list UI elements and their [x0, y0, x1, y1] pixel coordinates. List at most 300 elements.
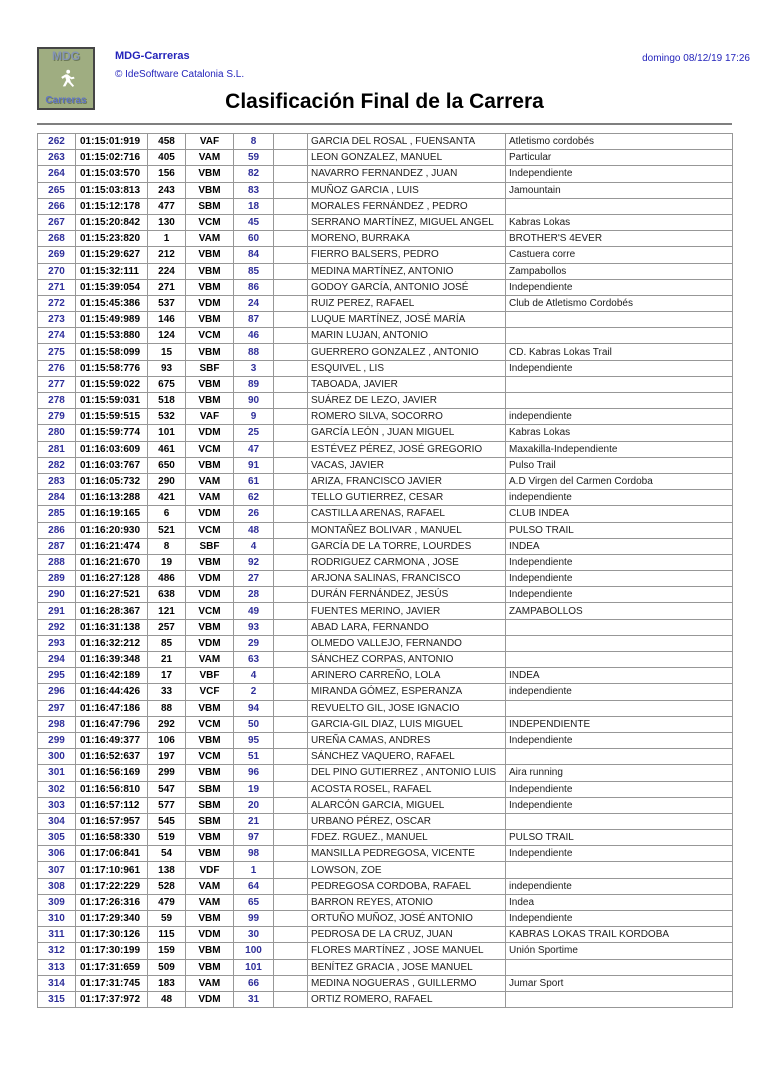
table-row: [38, 571, 733, 587]
gap-cell: [274, 214, 308, 230]
gap-cell: [274, 538, 308, 554]
gap-cell: [274, 490, 308, 506]
position-cell: 307: [38, 862, 76, 878]
category-position-cell: 46: [234, 328, 274, 344]
category-cell: VDM: [186, 506, 234, 522]
club-cell: Unión Sportime: [506, 943, 733, 959]
category-position-cell: 49: [234, 603, 274, 619]
brand-block: [115, 50, 244, 81]
runner-name-cell: PEDREGOSA CORDOBA, RAFAEL: [308, 878, 506, 894]
bib-cell: 521: [148, 522, 186, 538]
club-cell: [506, 635, 733, 651]
runner-name-cell: GARCÍA DE LA TORRE, LOURDES: [308, 538, 506, 554]
table-row: [38, 490, 733, 506]
bib-cell: 48: [148, 991, 186, 1007]
table-row: [38, 247, 733, 263]
position-cell: 309: [38, 894, 76, 910]
category-cell: VDM: [186, 295, 234, 311]
category-cell: VCM: [186, 749, 234, 765]
table-row: [38, 214, 733, 230]
gap-cell: [274, 668, 308, 684]
table-row: [38, 134, 733, 150]
time-cell: 01:15:59:515: [76, 409, 148, 425]
position-cell: 269: [38, 247, 76, 263]
time-cell: 01:15:59:031: [76, 393, 148, 409]
position-cell: 300: [38, 749, 76, 765]
gap-cell: [274, 911, 308, 927]
position-cell: 303: [38, 797, 76, 813]
table-row: [38, 506, 733, 522]
club-cell: Independiente: [506, 279, 733, 295]
runner-name-cell: ARIZA, FRANCISCO JAVIER: [308, 473, 506, 489]
runner-name-cell: URBANO PÉREZ, OSCAR: [308, 813, 506, 829]
table-row: [38, 393, 733, 409]
table-row: [38, 554, 733, 570]
category-cell: VBM: [186, 700, 234, 716]
bib-cell: 124: [148, 328, 186, 344]
table-row: [38, 991, 733, 1007]
gap-cell: [274, 846, 308, 862]
category-cell: SBM: [186, 781, 234, 797]
time-cell: 01:17:31:745: [76, 975, 148, 991]
club-cell: Independiente: [506, 781, 733, 797]
bib-cell: 6: [148, 506, 186, 522]
category-cell: VAM: [186, 652, 234, 668]
time-cell: 01:16:44:426: [76, 684, 148, 700]
table-row: [38, 312, 733, 328]
bib-cell: 271: [148, 279, 186, 295]
runner-name-cell: CASTILLA ARENAS, RAFAEL: [308, 506, 506, 522]
category-position-cell: 86: [234, 279, 274, 295]
time-cell: 01:15:20:842: [76, 214, 148, 230]
category-position-cell: 87: [234, 312, 274, 328]
runner-name-cell: VACAS, JAVIER: [308, 457, 506, 473]
table-row: [38, 344, 733, 360]
bib-cell: 292: [148, 716, 186, 732]
category-cell: VAF: [186, 409, 234, 425]
time-cell: 01:16:47:186: [76, 700, 148, 716]
time-cell: 01:16:05:732: [76, 473, 148, 489]
time-cell: 01:16:28:367: [76, 603, 148, 619]
runner-icon: [51, 67, 81, 91]
table-row: [38, 668, 733, 684]
category-position-cell: 31: [234, 991, 274, 1007]
time-cell: 01:16:21:474: [76, 538, 148, 554]
bib-cell: 15: [148, 344, 186, 360]
report-datetime: domingo 08/12/19 17:26: [642, 53, 750, 64]
gap-cell: [274, 878, 308, 894]
time-cell: 01:15:12:178: [76, 198, 148, 214]
time-cell: 01:17:30:126: [76, 927, 148, 943]
club-cell: Jamountain: [506, 182, 733, 198]
club-cell: Independiente: [506, 166, 733, 182]
position-cell: 268: [38, 231, 76, 247]
category-cell: VDM: [186, 571, 234, 587]
position-cell: 271: [38, 279, 76, 295]
gap-cell: [274, 279, 308, 295]
bib-cell: 121: [148, 603, 186, 619]
category-position-cell: 8: [234, 134, 274, 150]
category-cell: VDM: [186, 635, 234, 651]
bib-cell: 479: [148, 894, 186, 910]
runner-name-cell: ESTÉVEZ PÉREZ, JOSÉ GREGORIO: [308, 441, 506, 457]
table-row: [38, 781, 733, 797]
table-row: [38, 975, 733, 991]
runner-name-cell: GUERRERO GONZALEZ , ANTONIO: [308, 344, 506, 360]
bib-cell: 138: [148, 862, 186, 878]
category-position-cell: 64: [234, 878, 274, 894]
gap-cell: [274, 473, 308, 489]
gap-cell: [274, 554, 308, 570]
gap-cell: [274, 393, 308, 409]
table-row: [38, 927, 733, 943]
club-cell: Kabras Lokas: [506, 214, 733, 230]
gap-cell: [274, 603, 308, 619]
club-cell: Kabras Lokas: [506, 425, 733, 441]
bib-cell: 577: [148, 797, 186, 813]
category-cell: VBM: [186, 247, 234, 263]
club-cell: Independiente: [506, 571, 733, 587]
category-cell: VAF: [186, 134, 234, 150]
position-cell: 296: [38, 684, 76, 700]
position-cell: 285: [38, 506, 76, 522]
club-cell: [506, 991, 733, 1007]
gap-cell: [274, 943, 308, 959]
copyright-text: © IdeSoftware Catalonia S.L.: [115, 69, 245, 80]
category-position-cell: 90: [234, 393, 274, 409]
runner-name-cell: MORALES FERNÁNDEZ , PEDRO: [308, 198, 506, 214]
category-position-cell: 24: [234, 295, 274, 311]
time-cell: 01:17:22:229: [76, 878, 148, 894]
gap-cell: [274, 716, 308, 732]
runner-name-cell: FLORES MARTÍNEZ , JOSE MANUEL: [308, 943, 506, 959]
category-cell: VBM: [186, 911, 234, 927]
table-row: [38, 425, 733, 441]
time-cell: 01:17:31:659: [76, 959, 148, 975]
time-cell: 01:17:29:340: [76, 911, 148, 927]
runner-name-cell: ESQUIVEL , LIS: [308, 360, 506, 376]
club-cell: [506, 862, 733, 878]
time-cell: 01:17:30:199: [76, 943, 148, 959]
gap-cell: [274, 619, 308, 635]
club-cell: INDEPENDIENTE: [506, 716, 733, 732]
position-cell: 313: [38, 959, 76, 975]
club-cell: Particular: [506, 150, 733, 166]
bib-cell: 8: [148, 538, 186, 554]
runner-name-cell: TELLO GUTIERREZ, CESAR: [308, 490, 506, 506]
runner-name-cell: LUQUE MARTÍNEZ, JOSÉ MARÍA: [308, 312, 506, 328]
club-cell: Castuera corre: [506, 247, 733, 263]
table-row: [38, 749, 733, 765]
runner-name-cell: MUÑOZ GARCIA , LUIS: [308, 182, 506, 198]
category-cell: SBM: [186, 797, 234, 813]
club-cell: INDEA: [506, 668, 733, 684]
position-cell: 312: [38, 943, 76, 959]
position-cell: 314: [38, 975, 76, 991]
position-cell: 277: [38, 376, 76, 392]
club-cell: [506, 749, 733, 765]
category-position-cell: 61: [234, 473, 274, 489]
category-position-cell: 85: [234, 263, 274, 279]
time-cell: 01:16:58:330: [76, 830, 148, 846]
table-row: [38, 376, 733, 392]
table-row: [38, 457, 733, 473]
runner-name-cell: OLMEDO VALLEJO, FERNANDO: [308, 635, 506, 651]
category-position-cell: 97: [234, 830, 274, 846]
club-cell: INDEA: [506, 538, 733, 554]
category-cell: VAM: [186, 490, 234, 506]
table-row: [38, 732, 733, 748]
category-position-cell: 27: [234, 571, 274, 587]
category-position-cell: 4: [234, 668, 274, 684]
time-cell: 01:16:47:796: [76, 716, 148, 732]
runner-name-cell: SÁNCHEZ CORPAS, ANTONIO: [308, 652, 506, 668]
club-cell: A.D Virgen del Carmen Cordoba: [506, 473, 733, 489]
table-row: [38, 360, 733, 376]
category-position-cell: 94: [234, 700, 274, 716]
time-cell: 01:15:29:627: [76, 247, 148, 263]
category-position-cell: 18: [234, 198, 274, 214]
category-cell: VDM: [186, 587, 234, 603]
position-cell: 305: [38, 830, 76, 846]
bib-cell: 421: [148, 490, 186, 506]
gap-cell: [274, 862, 308, 878]
position-cell: 299: [38, 732, 76, 748]
position-cell: 275: [38, 344, 76, 360]
club-cell: [506, 619, 733, 635]
club-cell: Pulso Trail: [506, 457, 733, 473]
time-cell: 01:15:59:774: [76, 425, 148, 441]
time-cell: 01:16:32:212: [76, 635, 148, 651]
category-cell: VCM: [186, 328, 234, 344]
runner-name-cell: ORTUÑO MUÑOZ, JOSÉ ANTONIO: [308, 911, 506, 927]
table-row: [38, 587, 733, 603]
runner-name-cell: SERRANO MARTÍNEZ, MIGUEL ANGEL: [308, 214, 506, 230]
logo-text-top: MDG: [52, 49, 80, 63]
bib-cell: 290: [148, 473, 186, 489]
club-cell: [506, 198, 733, 214]
category-position-cell: 96: [234, 765, 274, 781]
position-cell: 265: [38, 182, 76, 198]
category-position-cell: 62: [234, 490, 274, 506]
bib-cell: 486: [148, 571, 186, 587]
bib-cell: 197: [148, 749, 186, 765]
position-cell: 272: [38, 295, 76, 311]
time-cell: 01:16:03:609: [76, 441, 148, 457]
table-row: [38, 231, 733, 247]
time-cell: 01:15:49:989: [76, 312, 148, 328]
bib-cell: 545: [148, 813, 186, 829]
club-cell: Maxakilla-Independiente: [506, 441, 733, 457]
table-row: [38, 652, 733, 668]
category-position-cell: 45: [234, 214, 274, 230]
position-cell: 264: [38, 166, 76, 182]
position-cell: 302: [38, 781, 76, 797]
bib-cell: 19: [148, 554, 186, 570]
runner-name-cell: DEL PINO GUTIERREZ , ANTONIO LUIS: [308, 765, 506, 781]
category-cell: VCM: [186, 214, 234, 230]
bib-cell: 519: [148, 830, 186, 846]
position-cell: 294: [38, 652, 76, 668]
time-cell: 01:15:23:820: [76, 231, 148, 247]
runner-name-cell: GARCIA-GIL DIAZ, LUIS MIGUEL: [308, 716, 506, 732]
category-cell: SBM: [186, 813, 234, 829]
time-cell: 01:16:19:165: [76, 506, 148, 522]
position-cell: 306: [38, 846, 76, 862]
position-cell: 263: [38, 150, 76, 166]
gap-cell: [274, 749, 308, 765]
gap-cell: [274, 652, 308, 668]
bib-cell: 458: [148, 134, 186, 150]
gap-cell: [274, 813, 308, 829]
bib-cell: 528: [148, 878, 186, 894]
runner-name-cell: GARCIA DEL ROSAL , FUENSANTA: [308, 134, 506, 150]
position-cell: 310: [38, 911, 76, 927]
table-row: [38, 846, 733, 862]
gap-cell: [274, 506, 308, 522]
club-cell: [506, 652, 733, 668]
runner-name-cell: BENÍTEZ GRACIA , JOSE MANUEL: [308, 959, 506, 975]
table-row: [38, 603, 733, 619]
club-cell: Zampabollos: [506, 263, 733, 279]
table-row: [38, 797, 733, 813]
category-position-cell: 99: [234, 911, 274, 927]
gap-cell: [274, 635, 308, 651]
club-cell: Indea: [506, 894, 733, 910]
runner-name-cell: LOWSON, ZOE: [308, 862, 506, 878]
time-cell: 01:16:31:138: [76, 619, 148, 635]
runner-name-cell: MARIN LUJAN, ANTONIO: [308, 328, 506, 344]
runner-name-cell: TABOADA, JAVIER: [308, 376, 506, 392]
table-row: [38, 182, 733, 198]
gap-cell: [274, 975, 308, 991]
category-position-cell: 84: [234, 247, 274, 263]
time-cell: 01:16:56:169: [76, 765, 148, 781]
bib-cell: 257: [148, 619, 186, 635]
category-cell: VBM: [186, 943, 234, 959]
bib-cell: 675: [148, 376, 186, 392]
category-position-cell: 28: [234, 587, 274, 603]
position-cell: 284: [38, 490, 76, 506]
bib-cell: 17: [148, 668, 186, 684]
category-cell: VBM: [186, 376, 234, 392]
category-position-cell: 29: [234, 635, 274, 651]
club-cell: independiente: [506, 878, 733, 894]
time-cell: 01:16:56:810: [76, 781, 148, 797]
gap-cell: [274, 959, 308, 975]
title-rule: [37, 123, 732, 125]
time-cell: 01:15:32:111: [76, 263, 148, 279]
category-cell: VBM: [186, 765, 234, 781]
club-cell: [506, 813, 733, 829]
time-cell: 01:16:20:930: [76, 522, 148, 538]
gap-cell: [274, 894, 308, 910]
bib-cell: 532: [148, 409, 186, 425]
time-cell: 01:15:59:022: [76, 376, 148, 392]
category-position-cell: 50: [234, 716, 274, 732]
position-cell: 283: [38, 473, 76, 489]
category-cell: VBM: [186, 166, 234, 182]
time-cell: 01:16:39:348: [76, 652, 148, 668]
table-row: [38, 765, 733, 781]
table-row: [38, 295, 733, 311]
position-cell: 270: [38, 263, 76, 279]
category-position-cell: 63: [234, 652, 274, 668]
category-cell: VDF: [186, 862, 234, 878]
category-position-cell: 51: [234, 749, 274, 765]
table-row: [38, 894, 733, 910]
category-position-cell: 20: [234, 797, 274, 813]
time-cell: 01:17:26:316: [76, 894, 148, 910]
position-cell: 280: [38, 425, 76, 441]
gap-cell: [274, 991, 308, 1007]
runner-name-cell: REVUELTO GIL, JOSE IGNACIO: [308, 700, 506, 716]
bib-cell: 461: [148, 441, 186, 457]
club-cell: Club de Atletismo Cordobés: [506, 295, 733, 311]
category-cell: VAM: [186, 975, 234, 991]
category-cell: VBM: [186, 393, 234, 409]
gap-cell: [274, 425, 308, 441]
position-cell: 297: [38, 700, 76, 716]
club-cell: PULSO TRAIL: [506, 830, 733, 846]
gap-cell: [274, 295, 308, 311]
bib-cell: 93: [148, 360, 186, 376]
category-position-cell: 98: [234, 846, 274, 862]
table-row: [38, 700, 733, 716]
bib-cell: 159: [148, 943, 186, 959]
time-cell: 01:15:39:054: [76, 279, 148, 295]
time-cell: 01:15:58:099: [76, 344, 148, 360]
time-cell: 01:16:27:521: [76, 587, 148, 603]
category-position-cell: 93: [234, 619, 274, 635]
position-cell: 276: [38, 360, 76, 376]
runner-name-cell: MEDINA MARTÍNEZ, ANTONIO: [308, 263, 506, 279]
bib-cell: 59: [148, 911, 186, 927]
bib-cell: 509: [148, 959, 186, 975]
category-cell: VBM: [186, 263, 234, 279]
club-cell: PULSO TRAIL: [506, 522, 733, 538]
results-table: [37, 133, 733, 1008]
position-cell: 288: [38, 554, 76, 570]
gap-cell: [274, 231, 308, 247]
time-cell: 01:16:13:288: [76, 490, 148, 506]
category-cell: VCM: [186, 441, 234, 457]
category-cell: VDM: [186, 927, 234, 943]
category-position-cell: 95: [234, 732, 274, 748]
position-cell: 301: [38, 765, 76, 781]
category-position-cell: 4: [234, 538, 274, 554]
time-cell: 01:15:03:570: [76, 166, 148, 182]
category-cell: VCM: [186, 522, 234, 538]
bib-cell: 130: [148, 214, 186, 230]
category-position-cell: 89: [234, 376, 274, 392]
category-position-cell: 1: [234, 862, 274, 878]
table-row: [38, 473, 733, 489]
runner-name-cell: LEON GONZALEZ, MANUEL: [308, 150, 506, 166]
table-row: [38, 911, 733, 927]
club-cell: [506, 376, 733, 392]
bib-cell: 183: [148, 975, 186, 991]
category-position-cell: 60: [234, 231, 274, 247]
table-row: [38, 409, 733, 425]
category-cell: SBF: [186, 538, 234, 554]
position-cell: 295: [38, 668, 76, 684]
gap-cell: [274, 150, 308, 166]
club-cell: independiente: [506, 684, 733, 700]
category-cell: VBM: [186, 182, 234, 198]
position-cell: 282: [38, 457, 76, 473]
runner-name-cell: PEDROSA DE LA CRUZ, JUAN: [308, 927, 506, 943]
